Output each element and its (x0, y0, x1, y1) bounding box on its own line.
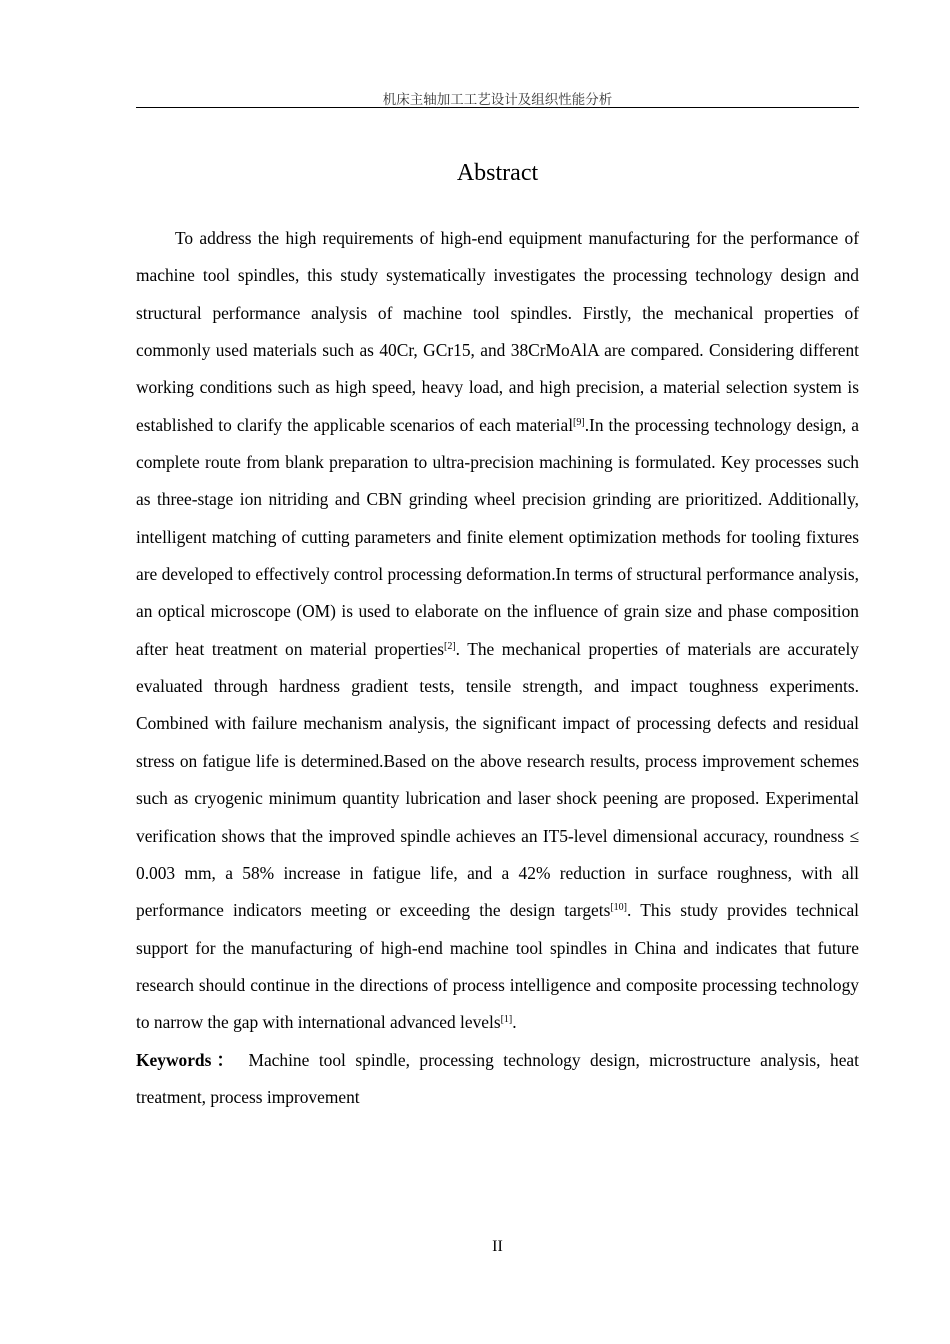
keywords-text: Machine tool spindle, processing technology design, microstructure analysis, heat treatment, process improvement (136, 1049, 859, 1107)
abstract-text-segment-5: . (512, 1012, 517, 1033)
citation-10: [10] (610, 902, 628, 914)
abstract-text-segment-3: . The mechanical properties of materials are accurately evaluated through hardness gradient tests, tensile strength, and impact toughness experiments. Combined with failure mechanism analysis, the significant impact of processing defects and residual stress on fatigue life is determined.Based on the above research results, process improvement schemes such as cryogenic minimum quantity lubrication and laser shock peening are proposed. Experimental verification shows that the improved spindle achieves an IT5-level dimensional accuracy, roundness ≤ 0.003 mm, a 58% increase in fatigue life, and a 42% reduction in surface roughness, with all performance indicators meeting or exceeding the design targets (136, 638, 860, 921)
citation-9: [9] (573, 416, 585, 428)
citation-1: [1] (500, 1014, 513, 1026)
running-header: 机床主轴加工工艺设计及组织性能分析 (382, 92, 613, 108)
keywords-label: Keywords： (136, 1049, 240, 1070)
abstract-paragraph (136, 220, 859, 1042)
citation-2: [2] (444, 640, 456, 652)
abstract-text-segment-2: .In the processing technology design, a complete route from blank preparation to ultra-precision machining is formulated. Key processes such as three-stage ion nitriding and CBN grinding wheel precision grinding are prioritized. Additionally, intelligent matching of cutting parameters and finite element optimization methods for tooling fixtures are developed to effectively control processing deformation.In terms of structural performance analysis, an optical microscope (OM) is used to elaborate on the influence of grain size and phase composition after heat treatment on material properties (136, 414, 859, 659)
abstract-text-segment-1: To address the high requirements of high-end equipment manufacturing for the performance of machine tool spindles, this study systematically investigates the processing technology design and structural performance analysis of machine tool spindles. Firstly, the mechanical properties of commonly used materials such as 40Cr, GCr15, and 38CrMoAlA are compared. Considering different working conditions such as high speed, heavy load, and high precision, a material selection system is established to clarify the applicable scenarios of each material (136, 228, 859, 435)
abstract-title: Abstract (456, 160, 539, 186)
abstract-text-segment-4: . This study provides technical support for the manufacturing of high-end machine tool spindles in China and indicates that future research should continue in the directions of process intelligence and composite processing technology to narrow the gap with international advanced levels (136, 900, 859, 1033)
abstract-body (136, 220, 859, 1116)
header-rule (136, 107, 859, 108)
page-number: II (492, 1238, 503, 1255)
keywords-line (136, 1042, 859, 1117)
